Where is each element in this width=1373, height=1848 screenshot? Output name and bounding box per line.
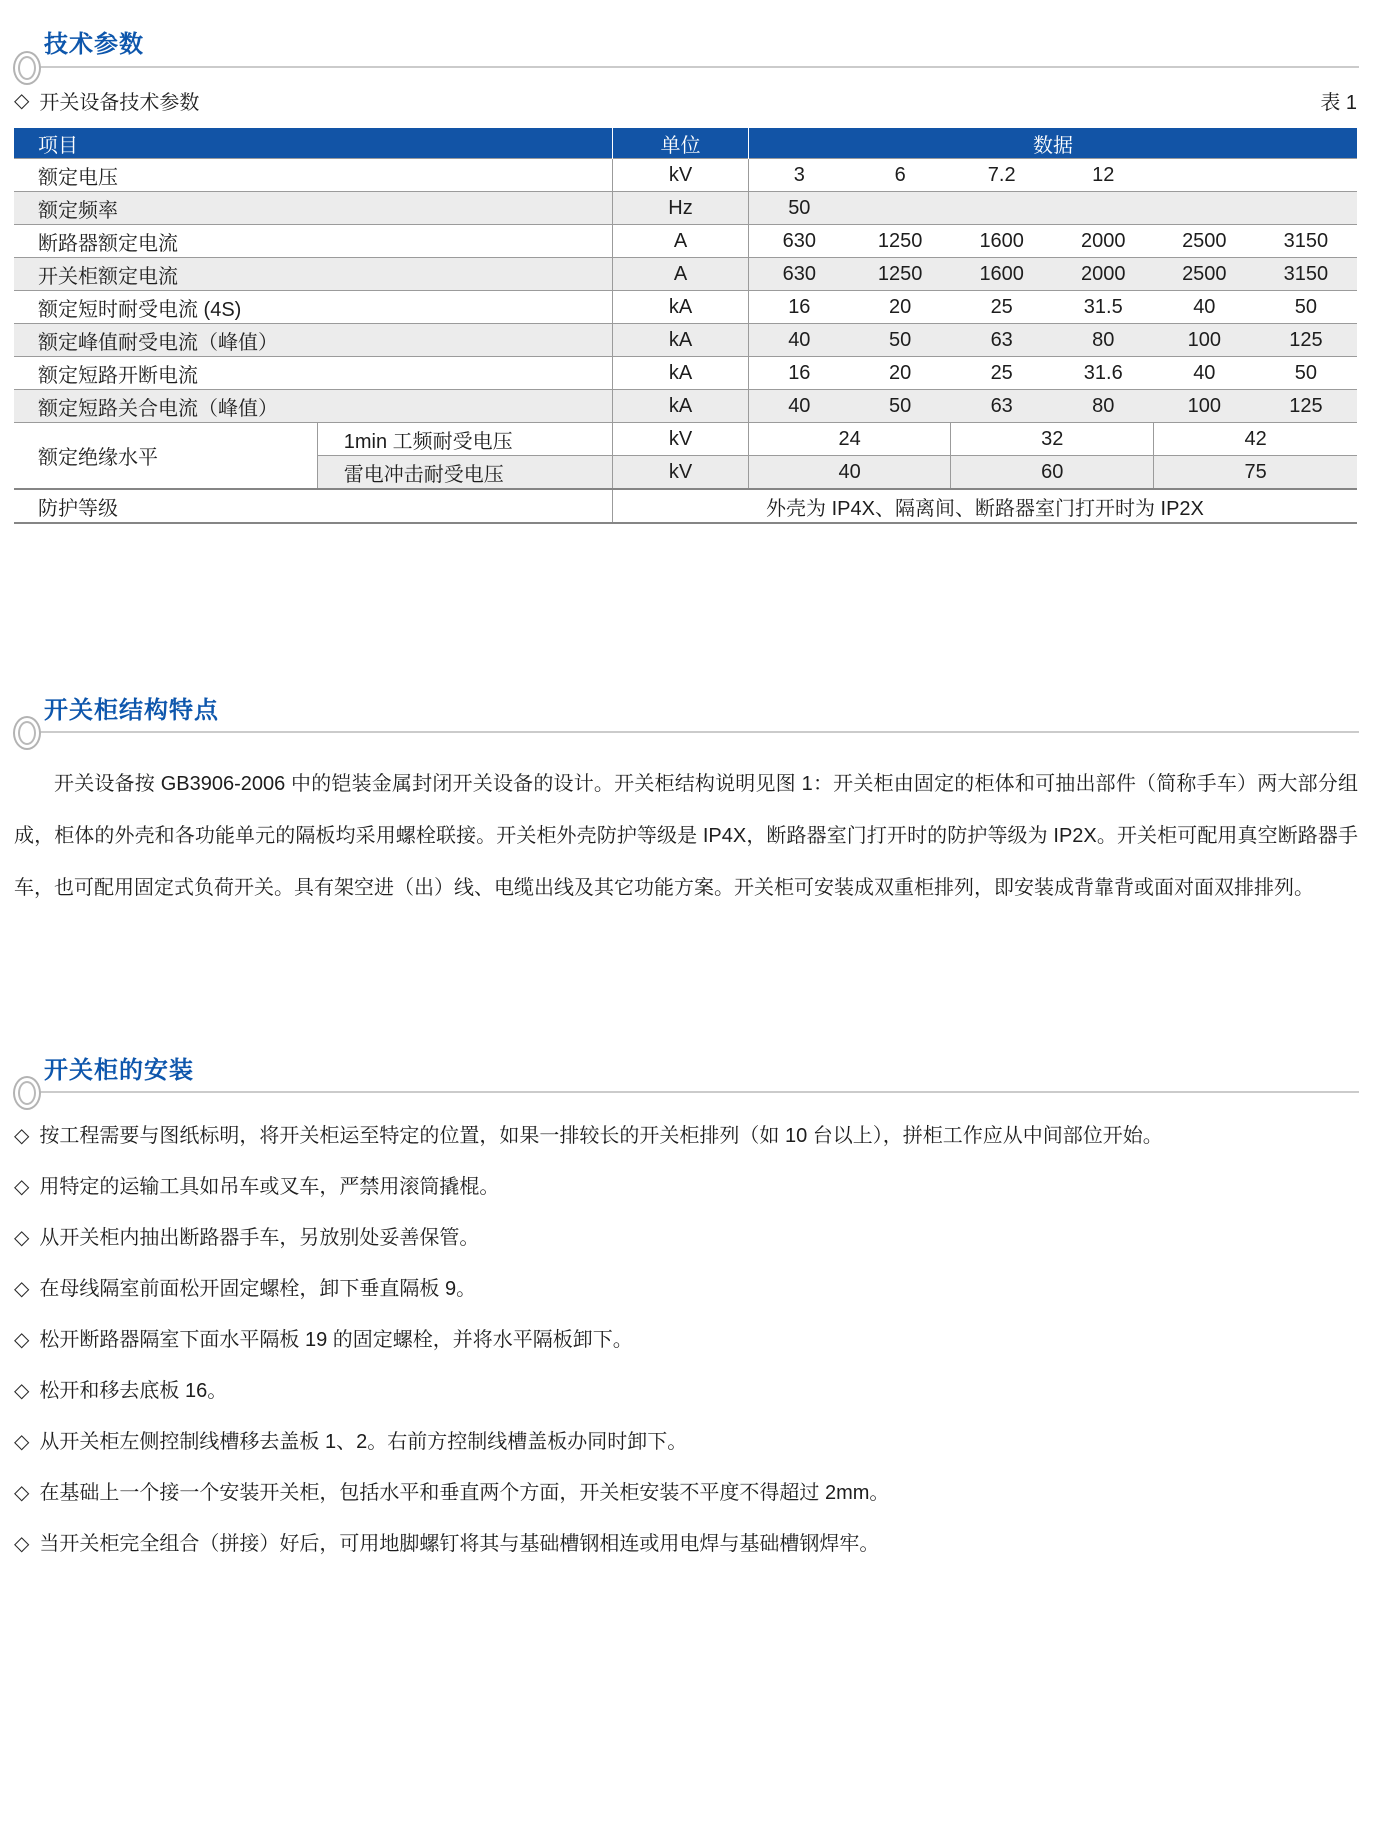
table-row xyxy=(14,390,1357,423)
value-cell: 42 xyxy=(1154,423,1357,456)
unit-cell: kA xyxy=(612,291,748,324)
value-cell xyxy=(951,192,1053,225)
table-row-insulation-1 xyxy=(14,423,1357,456)
unit-cell: kA xyxy=(612,357,748,390)
item-cell: 额定短路关合电流（峰值） xyxy=(14,390,612,423)
unit-cell: kV xyxy=(612,456,748,490)
value-cell: 125 xyxy=(1255,390,1357,423)
value-cell: 16 xyxy=(749,357,850,390)
value-cell: 16 xyxy=(749,291,850,324)
value-cell: 25 xyxy=(951,357,1053,390)
unit-cell: A xyxy=(612,225,748,258)
value-cell xyxy=(850,192,951,225)
list-item-text: 松开和移去底板 16。 xyxy=(39,1380,228,1402)
value-cell: 40 xyxy=(1154,357,1255,390)
value-cell: 7.2 xyxy=(951,159,1053,192)
ring-icon xyxy=(13,716,41,750)
value-cell: 40 xyxy=(749,390,850,423)
header-data: 数据 xyxy=(749,128,1357,159)
value-cell: 50 xyxy=(749,192,850,225)
section2-rule xyxy=(14,731,1359,733)
value-cell: 40 xyxy=(749,456,951,490)
value-cell: 3150 xyxy=(1255,225,1357,258)
unit-cell: A xyxy=(612,258,748,291)
table-row xyxy=(14,258,1357,291)
value-cell: 100 xyxy=(1154,390,1255,423)
list-item-text: 松开断路器隔室下面水平隔板 19 的固定螺栓，并将水平隔板卸下。 xyxy=(39,1329,633,1351)
value-cell: 1600 xyxy=(951,258,1053,291)
value-cell: 2500 xyxy=(1154,258,1255,291)
value-cell: 50 xyxy=(1255,291,1357,324)
table-row xyxy=(14,291,1357,324)
ring-icon xyxy=(13,1076,41,1110)
table-row-protection xyxy=(14,489,1357,523)
table-row xyxy=(14,357,1357,390)
list-item xyxy=(14,1528,1358,1560)
value-cell: 6 xyxy=(850,159,951,192)
value-cell xyxy=(1154,159,1255,192)
ring-icon xyxy=(13,51,41,85)
parameters-table xyxy=(14,128,1357,524)
item-cell: 额定短路开断电流 xyxy=(14,357,612,390)
value-cell: 12 xyxy=(1053,159,1154,192)
header-item: 项目 xyxy=(14,128,612,159)
unit-cell: kV xyxy=(612,159,748,192)
item-cell: 开关柜额定电流 xyxy=(14,258,612,291)
list-item-text: 从开关柜内抽出断路器手车，另放别处妥善保管。 xyxy=(39,1227,480,1249)
list-item-text: 在母线隔室前面松开固定螺栓，卸下垂直隔板 9。 xyxy=(39,1278,477,1300)
list-item xyxy=(14,1426,1358,1458)
list-item xyxy=(14,1171,1358,1203)
diamond-bullet-icon: ◇ xyxy=(14,1380,30,1402)
item-cell: 额定绝缘水平 xyxy=(14,423,317,490)
section1-rule xyxy=(14,66,1359,68)
value-cell: 20 xyxy=(850,357,951,390)
diamond-bullet-icon: ◇ xyxy=(14,1125,30,1147)
value-cell: 2500 xyxy=(1154,225,1255,258)
protection-value-cell: 外壳为 IP4X、隔离间、断路器室门打开时为 IP2X xyxy=(612,489,1357,523)
value-cell: 1250 xyxy=(850,225,951,258)
value-cell: 25 xyxy=(951,291,1053,324)
diamond-bullet-icon: ◇ xyxy=(14,1431,30,1453)
list-item-text: 用特定的运输工具如吊车或叉车，严禁用滚筒撬棍。 xyxy=(39,1176,500,1198)
value-cell: 1250 xyxy=(850,258,951,291)
value-cell: 20 xyxy=(850,291,951,324)
value-cell: 3 xyxy=(749,159,850,192)
list-item xyxy=(14,1120,1358,1152)
value-cell: 63 xyxy=(951,324,1053,357)
value-cell: 80 xyxy=(1053,390,1154,423)
value-cell: 31.5 xyxy=(1053,291,1154,324)
list-item-text: 当开关柜完全组合（拼接）好后，可用地脚螺钉将其与基础槽钢相连或用电焊与基础槽钢焊牢。 xyxy=(39,1533,880,1555)
list-item xyxy=(14,1324,1358,1356)
unit-cell: kV xyxy=(612,423,748,456)
diamond-bullet-icon: ◇ xyxy=(14,1227,30,1249)
item-cell: 额定短时耐受电流 (4S) xyxy=(14,291,612,324)
diamond-bullet-icon: ◇ xyxy=(14,90,30,112)
header-unit: 单位 xyxy=(612,128,748,159)
section2-title: 开关柜结构特点 xyxy=(44,697,219,724)
diamond-bullet-icon: ◇ xyxy=(14,1278,30,1300)
value-cell: 75 xyxy=(1154,456,1357,490)
list-item xyxy=(14,1222,1358,1254)
value-cell: 100 xyxy=(1154,324,1255,357)
value-cell: 32 xyxy=(951,423,1154,456)
table-row xyxy=(14,225,1357,258)
value-cell: 31.6 xyxy=(1053,357,1154,390)
table-row xyxy=(14,324,1357,357)
table-row xyxy=(14,192,1357,225)
value-cell: 50 xyxy=(1255,357,1357,390)
value-cell: 1600 xyxy=(951,225,1053,258)
diamond-bullet-icon: ◇ xyxy=(14,1533,30,1555)
value-cell: 24 xyxy=(749,423,951,456)
unit-cell: kA xyxy=(612,390,748,423)
structure-paragraph: 开关设备按 GB3906-2006 中的铠装金属封闭开关设备的设计。开关柜结构说明见图 1：开关柜由固定的柜体和可抽出部件（简称手车）两大部分组成，柜体的外壳和各功能单元的隔板均采用螺栓联接。开关柜外壳防护等级是 IP4X，断路器室门打开时的防护等级为 IP2X。开关柜可配用真空断路器手车，也可配用固定式负荷开关。具有架空进（出）线、电缆出线及其它功能方案。开关柜可安装成双重柜排列，即安装成背靠背或面对面双排排列。 xyxy=(14,773,1358,899)
section3-rule xyxy=(14,1091,1359,1093)
section3-title: 开关柜的安装 xyxy=(44,1057,194,1084)
section1-title: 技术参数 xyxy=(44,31,144,58)
value-cell: 63 xyxy=(951,390,1053,423)
value-cell: 2000 xyxy=(1053,225,1154,258)
diamond-bullet-icon: ◇ xyxy=(14,1176,30,1198)
diamond-bullet-icon: ◇ xyxy=(14,1329,30,1351)
sub-item-cell: 1min 工频耐受电压 xyxy=(317,423,612,456)
value-cell: 50 xyxy=(850,390,951,423)
value-cell xyxy=(1255,159,1357,192)
item-cell: 额定峰值耐受电流（峰值） xyxy=(14,324,612,357)
item-cell: 额定电压 xyxy=(14,159,612,192)
value-cell xyxy=(1053,192,1154,225)
value-cell: 630 xyxy=(749,225,850,258)
list-item xyxy=(14,1477,1358,1509)
table-header-row xyxy=(14,128,1357,159)
list-item-text: 在基础上一个接一个安装开关柜，包括水平和垂直两个方面，开关柜安装不平度不得超过 2mm。 xyxy=(39,1482,890,1504)
value-cell: 125 xyxy=(1255,324,1357,357)
sub-item-cell: 雷电冲击耐受电压 xyxy=(317,456,612,490)
value-cell: 50 xyxy=(850,324,951,357)
value-cell: 630 xyxy=(749,258,850,291)
unit-cell: kA xyxy=(612,324,748,357)
list-item-text: 从开关柜左侧控制线槽移去盖板 1、2。右前方控制线槽盖板办同时卸下。 xyxy=(39,1431,688,1453)
value-cell: 2000 xyxy=(1053,258,1154,291)
list-item-text: 按工程需要与图纸标明，将开关柜运至特定的位置，如果一排较长的开关柜排列（如 10 台以上），拼柜工作应从中间部位开始。 xyxy=(39,1125,1163,1147)
value-cell: 3150 xyxy=(1255,258,1357,291)
item-cell: 断路器额定电流 xyxy=(14,225,612,258)
value-cell xyxy=(1154,192,1255,225)
value-cell: 80 xyxy=(1053,324,1154,357)
value-cell xyxy=(1255,192,1357,225)
item-cell: 额定频率 xyxy=(14,192,612,225)
item-cell: 防护等级 xyxy=(14,489,612,523)
table-row xyxy=(14,159,1357,192)
table-label: 表 1 xyxy=(1320,92,1357,114)
table-subtitle-row xyxy=(14,86,1357,115)
value-cell: 60 xyxy=(951,456,1154,490)
list-item xyxy=(14,1375,1358,1407)
list-item xyxy=(14,1273,1358,1305)
unit-cell: Hz xyxy=(612,192,748,225)
installation-list xyxy=(14,1120,1358,1579)
diamond-bullet-icon: ◇ xyxy=(14,1482,30,1504)
value-cell: 40 xyxy=(1154,291,1255,324)
table-subtitle: 开关设备技术参数 xyxy=(39,92,200,114)
value-cell: 40 xyxy=(749,324,850,357)
